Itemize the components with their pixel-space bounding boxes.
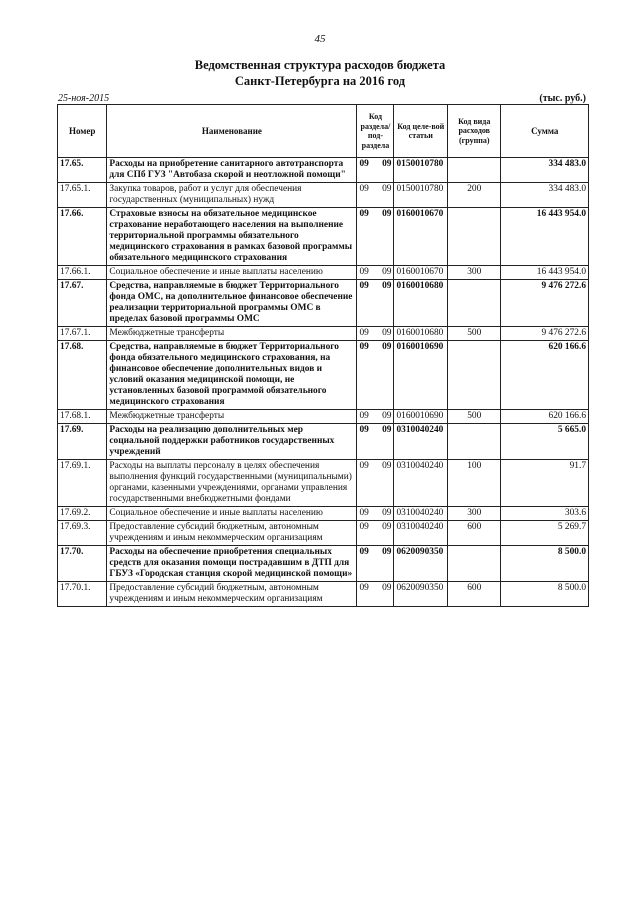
- row-sum: 620 166.6: [501, 341, 589, 410]
- header-number: Номер: [58, 105, 107, 158]
- row-number: 17.67.1.: [58, 327, 107, 341]
- row-sum: 303.6: [501, 507, 589, 521]
- section-code: 09: [359, 328, 369, 338]
- row-number: 17.66.: [58, 208, 107, 266]
- row-number: 17.69.3.: [58, 521, 107, 546]
- row-sum: 334 483.0: [501, 183, 589, 208]
- row-type-code: 500: [447, 327, 501, 341]
- row-article-code: 0620090350: [394, 582, 448, 607]
- section-code: 09: [359, 342, 369, 352]
- table-header-row: [58, 105, 589, 158]
- row-name: Социальное обеспечение и иные выплаты населению: [107, 266, 357, 280]
- row-article-code: 0150010780: [394, 158, 448, 183]
- section-code: 09: [359, 547, 369, 557]
- row-sum: 8 500.0: [501, 582, 589, 607]
- header-article: Код целе-вой статьи: [394, 105, 448, 158]
- subsection-code: 09: [382, 411, 392, 421]
- document-date: 25-ноя-2015: [58, 93, 110, 104]
- subsection-code: 09: [382, 184, 392, 194]
- title-line-2: Санкт-Петербурга на 2016 год: [234, 74, 406, 88]
- row-sum: 16 443 954.0: [501, 266, 589, 280]
- row-number: 17.65.: [58, 158, 107, 183]
- row-type-code: 200: [447, 183, 501, 208]
- row-section-code: [357, 424, 394, 460]
- row-type-code: 600: [447, 582, 501, 607]
- row-name: Расходы на приобретение санитарного автотранспорта для СПб ГУЗ "Автобаза скорой и неотложной помощи": [107, 158, 357, 183]
- table-row: [58, 266, 589, 280]
- row-number: 17.68.: [58, 341, 107, 410]
- section-code: 09: [359, 461, 369, 471]
- header-name: Наименование: [107, 105, 357, 158]
- row-article-code: 0310040240: [394, 460, 448, 507]
- row-number: 17.66.1.: [58, 266, 107, 280]
- row-section-code: [357, 266, 394, 280]
- row-article-code: 0160010690: [394, 410, 448, 424]
- row-number: 17.70.: [58, 546, 107, 582]
- subsection-code: 09: [382, 209, 392, 219]
- subsection-code: 09: [382, 342, 392, 352]
- row-type-code: 300: [447, 507, 501, 521]
- row-section-code: [357, 410, 394, 424]
- row-number: 17.65.1.: [58, 183, 107, 208]
- title-line-1: Ведомственная структура расходов бюджета: [194, 58, 446, 72]
- row-number: 17.70.1.: [58, 582, 107, 607]
- row-article-code: 0310040240: [394, 424, 448, 460]
- row-type-code: [447, 341, 501, 410]
- table-row: [58, 546, 589, 582]
- row-article-code: 0160010680: [394, 327, 448, 341]
- subsection-code: 09: [382, 281, 392, 291]
- row-section-code: [357, 521, 394, 546]
- row-type-code: 100: [447, 460, 501, 507]
- row-section-code: [357, 183, 394, 208]
- section-code: 09: [359, 411, 369, 421]
- section-code: 09: [359, 209, 369, 219]
- row-type-code: [447, 280, 501, 327]
- table-row: [58, 410, 589, 424]
- row-article-code: 0160010690: [394, 341, 448, 410]
- subsection-code: 09: [382, 328, 392, 338]
- row-section-code: [357, 327, 394, 341]
- table-row: [58, 208, 589, 266]
- table-row: [58, 424, 589, 460]
- subsection-code: 09: [382, 159, 392, 169]
- subsection-code: 09: [382, 547, 392, 557]
- header-section: Код раздела/ под-раздела: [357, 105, 394, 158]
- row-sum: 91.7: [501, 460, 589, 507]
- row-number: 17.68.1.: [58, 410, 107, 424]
- row-name: Средства, направляемые в бюджет Территориального фонда ОМС, на дополнительное финансовое обеспечение реализации территориальной программы ОМС в пределах базовой программы ОМС: [107, 280, 357, 327]
- row-name: Расходы на реализацию дополнительных мер социальной поддержки работников государственных учреждений: [107, 424, 357, 460]
- row-type-code: [447, 424, 501, 460]
- section-code: 09: [359, 184, 369, 194]
- table-row: [58, 327, 589, 341]
- section-code: 09: [359, 508, 369, 518]
- row-article-code: 0150010780: [394, 183, 448, 208]
- row-section-code: [357, 460, 394, 507]
- section-code: 09: [359, 583, 369, 593]
- row-article-code: 0310040240: [394, 507, 448, 521]
- row-article-code: 0310040240: [394, 521, 448, 546]
- row-sum: 334 483.0: [501, 158, 589, 183]
- row-name: Средства, направляемые в бюджет Территориального фонда обязательного медицинского страхования, на финансовое обеспечение дополнительных видов и условий оказания медицинской помощи, не установленных базовой программой обязательного медицинского страхования: [107, 341, 357, 410]
- subsection-code: 09: [382, 522, 392, 532]
- row-name: Расходы на выплаты персоналу в целях обеспечения выполнения функций государственными (муниципальными) органами, казенными учреждениями, органами управления государственными внебюджетными фондами: [107, 460, 357, 507]
- row-number: 17.69.2.: [58, 507, 107, 521]
- row-section-code: [357, 341, 394, 410]
- section-code: 09: [359, 522, 369, 532]
- row-number: 17.67.: [58, 280, 107, 327]
- document-title: [0, 57, 640, 89]
- row-sum: 16 443 954.0: [501, 208, 589, 266]
- row-name: Предоставление субсидий бюджетным, автономным учреждениям и иным некоммерческим организациям: [107, 582, 357, 607]
- table-row: [58, 507, 589, 521]
- row-section-code: [357, 158, 394, 183]
- section-code: 09: [359, 267, 369, 277]
- row-section-code: [357, 208, 394, 266]
- row-name: Закупка товаров, работ и услуг для обеспечения государственных (муниципальных) нужд: [107, 183, 357, 208]
- row-name: Межбюджетные трансферты: [107, 327, 357, 341]
- row-type-code: 600: [447, 521, 501, 546]
- budget-table: [57, 104, 589, 607]
- row-sum: 8 500.0: [501, 546, 589, 582]
- row-sum: 9 476 272.6: [501, 280, 589, 327]
- units-label: (тыс. руб.): [539, 93, 586, 104]
- row-number: 17.69.: [58, 424, 107, 460]
- header-type: Код вида расходов (группа): [447, 105, 501, 158]
- row-section-code: [357, 280, 394, 327]
- row-section-code: [357, 582, 394, 607]
- table-row: [58, 280, 589, 327]
- row-article-code: 0160010670: [394, 266, 448, 280]
- row-section-code: [357, 507, 394, 521]
- row-name: Межбюджетные трансферты: [107, 410, 357, 424]
- table-row: [58, 460, 589, 507]
- row-sum: 5 665.0: [501, 424, 589, 460]
- header-sum: Сумма: [501, 105, 589, 158]
- table-row: [58, 158, 589, 183]
- page-number: 45: [314, 33, 326, 45]
- subsection-code: 09: [382, 508, 392, 518]
- row-sum: 620 166.6: [501, 410, 589, 424]
- section-code: 09: [359, 281, 369, 291]
- row-type-code: 300: [447, 266, 501, 280]
- row-article-code: 0620090350: [394, 546, 448, 582]
- table-body: [58, 158, 589, 607]
- section-code: 09: [359, 159, 369, 169]
- row-name: Социальное обеспечение и иные выплаты населению: [107, 507, 357, 521]
- subsection-code: 09: [382, 425, 392, 435]
- row-type-code: [447, 208, 501, 266]
- row-type-code: [447, 546, 501, 582]
- row-type-code: [447, 158, 501, 183]
- row-article-code: 0160010680: [394, 280, 448, 327]
- row-name: Страховые взносы на обязательное медицинское страхование неработающего населения на выполнение территориальной программы обязательного медицинского страхования в рамках базовой программы обязательного медицинского страхования: [107, 208, 357, 266]
- row-section-code: [357, 546, 394, 582]
- table-row: [58, 183, 589, 208]
- section-code: 09: [359, 425, 369, 435]
- table-row: [58, 582, 589, 607]
- subsection-code: 09: [382, 267, 392, 277]
- table-row: [58, 341, 589, 410]
- subsection-code: 09: [382, 583, 392, 593]
- table-row: [58, 521, 589, 546]
- row-name: Предоставление субсидий бюджетным, автономным учреждениям и иным некоммерческим организациям: [107, 521, 357, 546]
- row-sum: 9 476 272.6: [501, 327, 589, 341]
- row-number: 17.69.1.: [58, 460, 107, 507]
- row-sum: 5 269.7: [501, 521, 589, 546]
- row-name: Расходы на обеспечение приобретения специальных средств для оказания помощи пострадавшим в ДТП для ГБУЗ «Городская станция скорой медицинской помощи»: [107, 546, 357, 582]
- row-article-code: 0160010670: [394, 208, 448, 266]
- subsection-code: 09: [382, 461, 392, 471]
- row-type-code: 500: [447, 410, 501, 424]
